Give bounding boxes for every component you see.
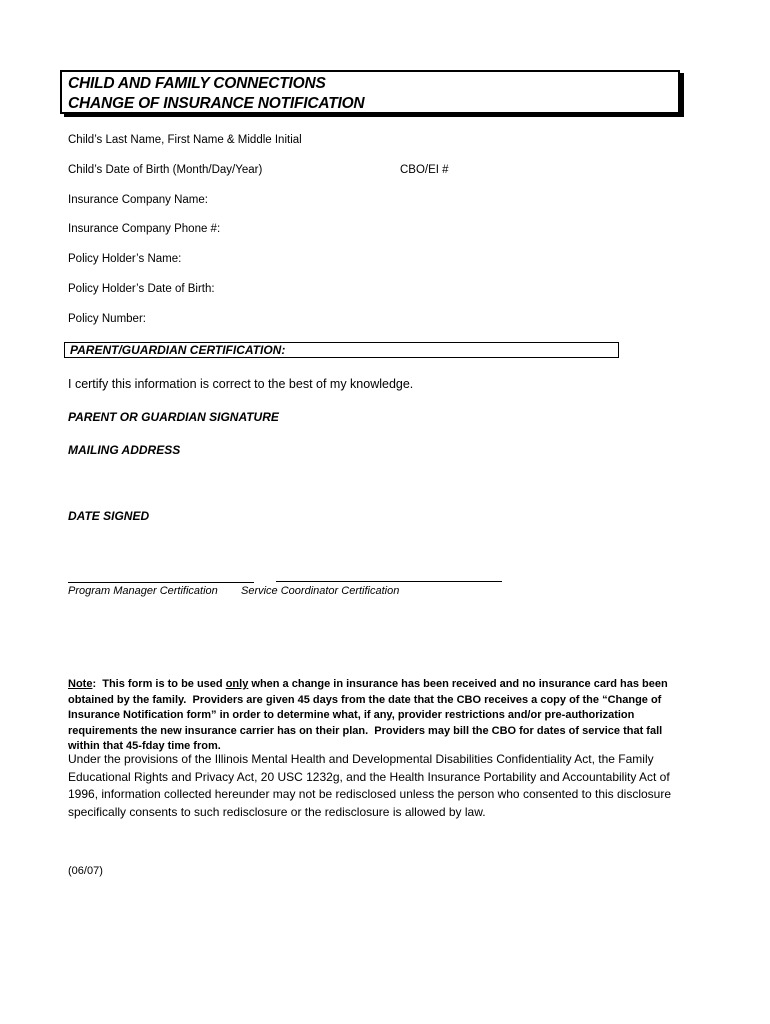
note-only-word: only <box>225 678 249 690</box>
insurance-company-phone-label: Insurance Company Phone #: <box>68 223 221 235</box>
service-coordinator-label: Service Coordinator Certification <box>241 585 400 597</box>
program-manager-label: Program Manager Certification <box>68 585 218 597</box>
form-title-line-1: CHILD AND FAMILY CONNECTIONS <box>68 75 326 92</box>
privacy-notice: Under the provisions of the Illinois Mental Health and Developmental Disabilities Confidentiality Act, the Family Educational Rights and Privacy Act, 20 USC 1232g, and the Health Insurance Portability and Accountability Act of 1996, information collected hereunder may not be redisclosed unless the person who consented to this disclosure specifically consents to such redisclosure or the redisclosure is allowed by law. <box>68 752 672 819</box>
service-coordinator-signature-line <box>276 581 502 582</box>
insurance-company-name-label: Insurance Company Name: <box>68 194 208 206</box>
mailing-address-label: MAILING ADDRESS <box>68 443 181 457</box>
date-signed-label: DATE SIGNED <box>68 509 150 523</box>
form-title-box <box>60 70 680 114</box>
cbo-ei-label: CBO/EI # <box>400 164 449 176</box>
revision-date: (06/07) <box>68 865 103 877</box>
child-dob-label: Child’s Date of Birth (Month/Day/Year) <box>68 164 263 176</box>
policy-holder-dob-label: Policy Holder’s Date of Birth: <box>68 283 215 295</box>
form-title-line-2: CHANGE OF INSURANCE NOTIFICATION <box>68 95 365 112</box>
note-colon: : <box>92 678 97 690</box>
program-manager-signature-line <box>68 582 254 583</box>
note-paragraph <box>68 677 696 755</box>
policy-number-label: Policy Number: <box>68 313 146 325</box>
note-text-before: This form is to be used <box>96 678 226 690</box>
note-text-after: when a change in insurance has been received and no insurance card has been obtained by the family. Providers are given 45 days from the date that the CBO receives a copy of the “Change of Insurance Notification form” in order to determine what, if any, provider restrictions and/or pre-authorization requirements the new insurance carrier has on their plan. Providers may bill the CBO for dates of service that fall within that 45-fday time from. <box>68 678 671 752</box>
certification-statement: I certify this information is correct to the best of my knowledge. <box>68 377 414 391</box>
policy-holder-name-label: Policy Holder’s Name: <box>68 253 182 265</box>
note-prefix: Note <box>68 678 93 690</box>
signature-label: PARENT OR GUARDIAN SIGNATURE <box>68 410 279 424</box>
child-name-label: Child’s Last Name, First Name & Middle Initial <box>68 134 302 146</box>
certification-heading: PARENT/GUARDIAN CERTIFICATION: <box>64 342 619 358</box>
